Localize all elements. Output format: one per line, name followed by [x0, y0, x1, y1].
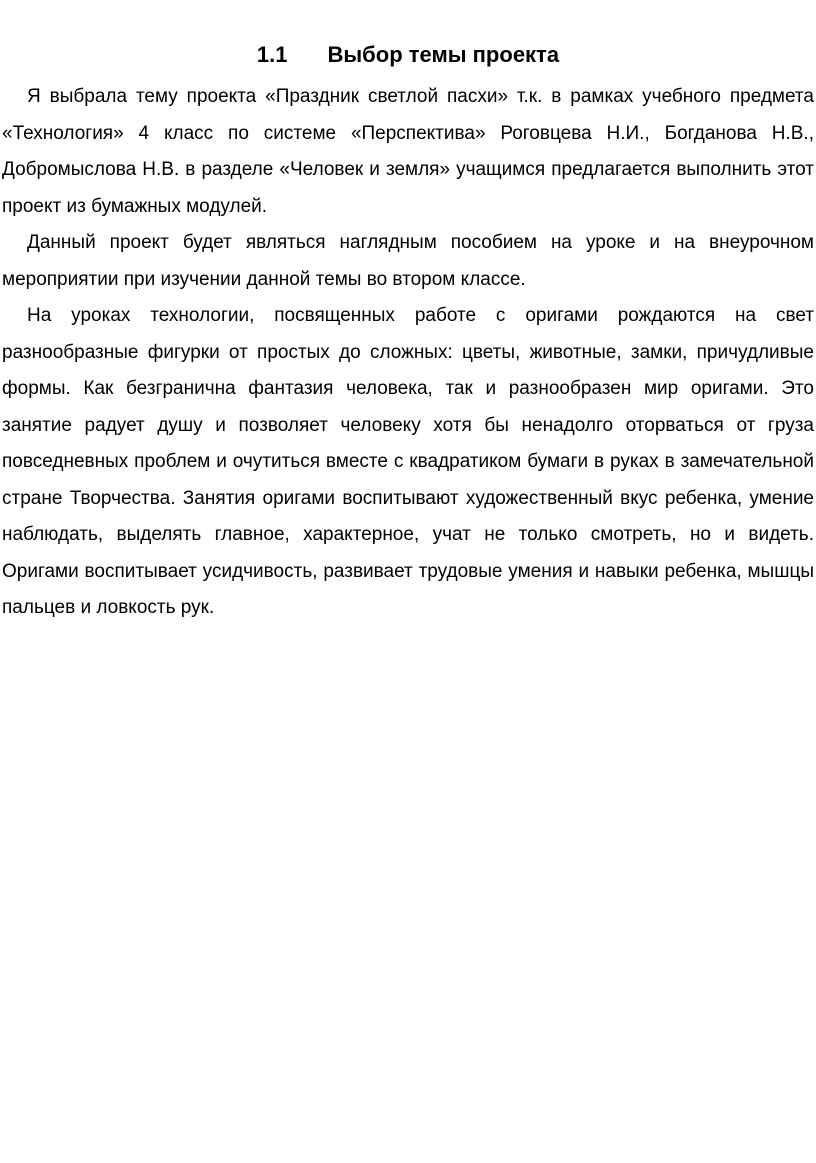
- paragraph-origami-lessons: На уроках технологии, посвященных работе с оригами рождаются на свет разнообразные фигурки от простых до сложных: цветы, животные, замки, причудливые формы. Как безгранична фантазия человека, так и разнообразен мир оригами. Это занятие радует душу и позволяет человеку хотя бы ненадолго оторваться от груза повседневных проблем и очутиться вместе с квадратиком бумаги в руках в замечательной стране Творчества. Занятия оригами воспитывают художественный вкус ребенка, умение наблюдать, выделять главное, характерное, учат не только смотреть, но и видеть. Оригами воспитывает усидчивость, развивает трудовые умения и навыки ребенка, мышцы пальцев и ловкость рук.: [2, 305, 814, 618]
- section-heading: [2, 40, 814, 70]
- paragraph-project-purpose: Данный проект будет являться наглядным пособием на уроке и на внеурочном мероприятии при изучении данной темы во втором классе.: [2, 232, 814, 290]
- section-title: Выбор темы проекта: [327, 42, 560, 67]
- paragraph-topic-choice: Я выбрала тему проекта «Праздник светлой пасхи» т.к. в рамках учебного предмета «Технология» 4 класс по системе «Перспектива» Роговцева Н.И., Богданова Н.В., Добромыслова Н.В. в разделе «Человек и земля» учащимся предлагается выполнить этот проект из бумажных модулей.: [2, 86, 814, 217]
- section-number: 1.1: [256, 42, 288, 67]
